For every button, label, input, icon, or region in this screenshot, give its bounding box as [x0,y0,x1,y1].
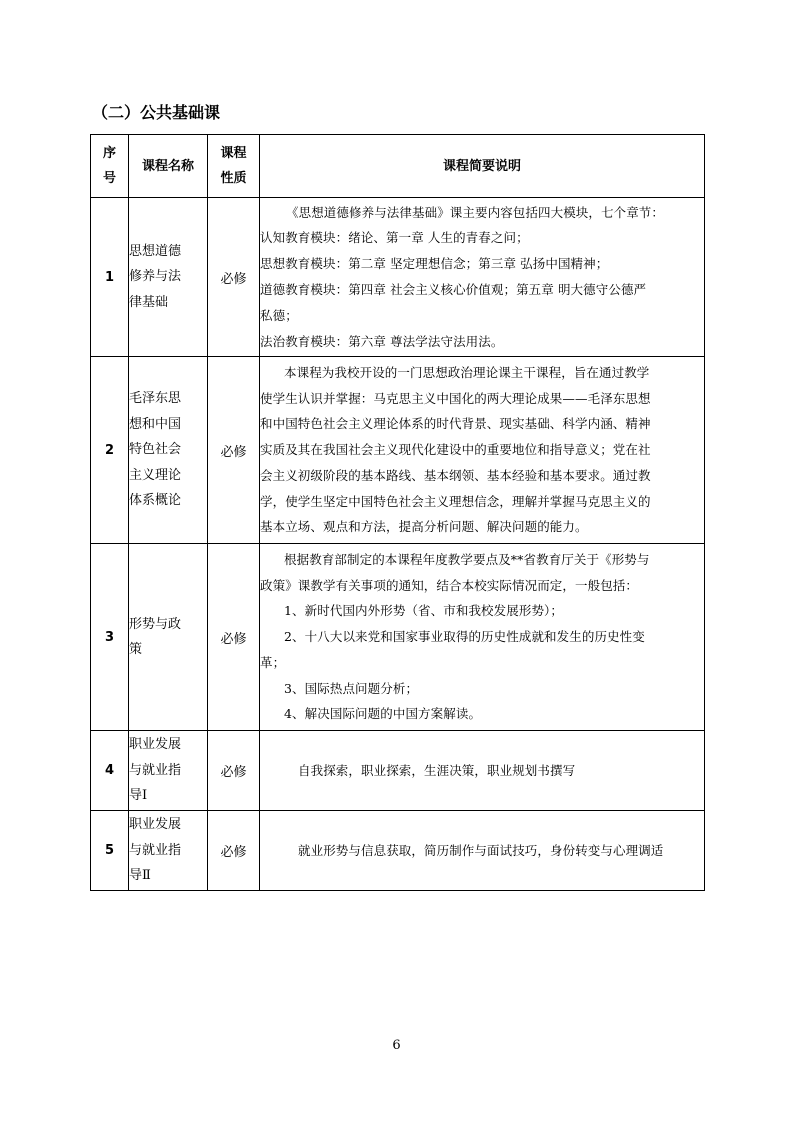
header-no [91,135,129,198]
description-line: 1、新时代国内外形势（省、市和我校发展形势）； [284,603,564,619]
header-no-line: 号 [102,171,116,186]
course-name-line: 职业发展 [129,817,182,833]
row-number: 1 [91,198,129,357]
course-name [129,731,208,811]
course-type: 必修 [208,544,260,731]
description-line: 政策》课教学有关事项的通知，结合本校实际情况而定，一般包括： [260,577,639,593]
description-line: 3、国际热点问题分析； [284,680,419,696]
header-type-line: 性质 [220,171,247,186]
description-line: 本课程为我校开设的一门思想政治理论课主干课程，旨在通过教学 [284,364,650,380]
description-line: 私德； [260,307,298,323]
row-number: 5 [91,811,129,891]
course-name-line: 策 [129,642,143,657]
course-description [260,544,705,731]
table-header-row [91,135,705,198]
header-type-line: 课程 [220,146,247,161]
course-name-line: 思想道德 [129,243,182,259]
course-type: 必修 [208,811,260,891]
course-description [260,811,705,891]
description-line: 2、十八大以来党和国家事业取得的历史性成就和发生的历史性变 [284,629,645,645]
course-name-line: 体系概论 [129,493,182,509]
course-name-line: 导Ⅱ [129,868,151,884]
header-type [208,135,260,198]
course-description [260,198,705,357]
description-line: 根据教育部制定的本课程年度教学要点及**省教育厅关于《形势与 [284,551,650,567]
table-row [91,357,705,544]
description-line: 法治教育模块：第六章 尊法学法守法用法。 [260,333,504,349]
course-name-line: 想和中国 [129,416,182,432]
section-heading: （二）公共基础课 [92,103,221,122]
course-name-line: 毛泽东思 [129,391,182,407]
description-line: 和中国特色社会主义理论体系的时代背景、现实基础、科学内涵、精神 [260,416,651,432]
description-line: 4、解决国际问题的中国方案解读。 [284,706,482,722]
course-name-line: 主义理论 [129,467,182,483]
course-name-line: 与就业指 [129,762,182,778]
description-line: 基本立场、观点和方法，提高分析问题、解决问题的能力。 [260,519,588,535]
row-number: 4 [91,731,129,811]
description-line: 思想教育模块：第二章 坚定理想信念；第三章 弘扬中国精神； [260,256,609,272]
description-line: 认知教育模块：绪论、第一章 人生的青春之问； [260,230,529,246]
course-name-line: 职业发展 [129,737,182,753]
course-name-line: 律基础 [129,294,169,310]
course-description [260,357,705,544]
table-row [91,544,705,731]
header-desc: 课程简要说明 [260,135,705,198]
table-row [91,811,705,891]
header-name: 课程名称 [129,135,208,198]
course-name-line: 与就业指 [129,842,182,858]
description-line: 学，使学生坚定中国特色社会主义理想信念，理解并掌握马克思主义的 [260,493,651,509]
description-line: 就业形势与信息获取，简历制作与面试技巧，身份转变与心理调适 [298,842,664,858]
course-name [129,198,208,357]
course-table [90,134,705,891]
course-type: 必修 [208,357,260,544]
course-name-line: 导Ⅰ [129,788,148,804]
table-row [91,731,705,811]
course-type: 必修 [208,731,260,811]
course-name [129,357,208,544]
description-line: 道德教育模块：第四章 社会主义核心价值观；第五章 明大德守公德严 [260,282,647,297]
course-name [129,811,208,891]
course-type: 必修 [208,198,260,357]
description-line: 革； [260,654,286,670]
course-name [129,544,208,731]
course-name-line: 修养与法 [129,269,182,285]
description-line: 实质及其在我国社会主义现代化建设中的重要地位和指导意义；党在社 [260,442,651,458]
description-line: 会主义初级阶段的基本路线、基本纲领、基本经验和基本要求。通过教 [260,467,651,483]
description-line: 《思想道德修养与法律基础》课主要内容包括四大模块，七个章节： [286,204,665,220]
course-name-line: 特色社会 [129,442,182,458]
header-no-line: 序 [102,146,116,161]
row-number: 2 [91,357,129,544]
course-name-line: 形势与政 [129,616,182,632]
page-number: 6 [392,1038,401,1053]
course-description [260,731,705,811]
row-number: 3 [91,544,129,731]
description-line: 自我探索，职业探索，生涯决策，职业规划书撰写 [298,762,576,778]
table-row [91,198,705,357]
description-line: 使学生认识并掌握：马克思主义中国化的两大理论成果——毛泽东思想 [260,390,651,406]
